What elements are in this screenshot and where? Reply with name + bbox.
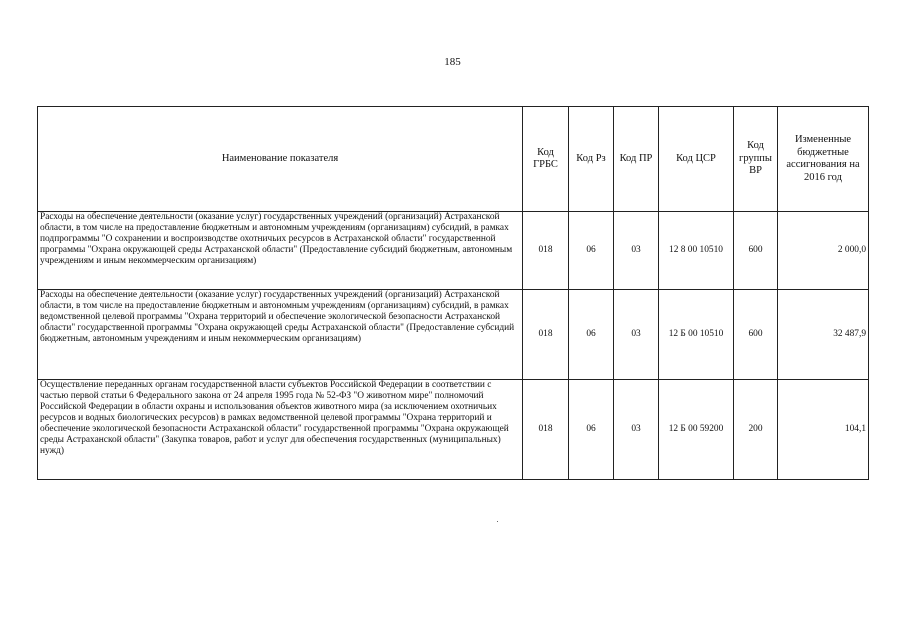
header-csr: Код ЦСР	[659, 107, 734, 212]
header-name: Наименование показателя	[38, 107, 523, 212]
header-amount: Измененные бюджетные ассигнования на 2016 год	[778, 107, 869, 212]
budget-table	[37, 106, 869, 480]
row-vr: 600	[734, 212, 778, 290]
header-rz: Код Рз	[569, 107, 614, 212]
row-amount: 104,1	[778, 380, 869, 480]
row-csr: 12 Б 00 59200	[659, 380, 734, 480]
header-pr: Код ПР	[614, 107, 659, 212]
row-name: Осуществление переданных органам государственной власти субъектов Российской Федерации в соответствии с частью первой статьи 6 Федерального закона от 24 апреля 1995 года № 52-ФЗ "О животном мире" полномочий Российской Федерации в области охраны и использования объектов животного мира (за исключением охотничьих ресурсов и водных биологических ресурсов) в рамках ведомственной целевой программы "Охрана территорий и обеспечение экологической безопасности Астраханской области" государственной программы "Охрана окружающей среды Астраханской области" (Закупка товаров, работ и услуг для обеспечения государственных (муниципальных) нужд)	[38, 380, 523, 480]
scan-speck	[497, 521, 498, 522]
header-row	[38, 107, 869, 212]
row-vr: 600	[734, 290, 778, 380]
row-amount: 2 000,0	[778, 212, 869, 290]
row-csr: 12 8 00 10510	[659, 212, 734, 290]
row-name: Расходы на обеспечение деятельности (оказание услуг) государственных учреждений (организаций) Астраханской области, в том числе на предоставление бюджетным и автономным учреждениям (организациям) субсидий, в рамках ведомственной целевой программы "Охрана территорий и обеспечение экологической безопасности Астраханской области" государственной программы "Охрана окружающей среды Астраханской области" (Предоставление субсидий бюджетным, автономным учреждениям и иным некоммерческим организациям)	[38, 290, 523, 380]
row-rz: 06	[569, 290, 614, 380]
row-grbs: 018	[523, 290, 569, 380]
row-grbs: 018	[523, 212, 569, 290]
row-csr: 12 Б 00 10510	[659, 290, 734, 380]
row-pr: 03	[614, 290, 659, 380]
row-vr: 200	[734, 380, 778, 480]
header-vr: Код группы ВР	[734, 107, 778, 212]
row-name: Расходы на обеспечение деятельности (оказание услуг) государственных учреждений (организаций) Астраханской области, в том числе на предоставление бюджетным и автономным учреждениям (организациям) субсидий, в рамках подпрограммы "О сохранении и воспроизводстве охотничьих ресурсов в Астраханской области" государственной программы "Охрана окружающей среды Астраханской области" (Предоставление субсидий бюджетным, автономным учреждениям и иным некоммерческим организациям)	[38, 212, 523, 290]
row-pr: 03	[614, 380, 659, 480]
row-rz: 06	[569, 212, 614, 290]
row-rz: 06	[569, 380, 614, 480]
row-pr: 03	[614, 212, 659, 290]
table-row	[38, 380, 869, 480]
page-number: 185	[444, 56, 461, 68]
header-grbs: Код ГРБС	[523, 107, 569, 212]
table-row	[38, 290, 869, 380]
row-amount: 32 487,9	[778, 290, 869, 380]
table-row	[38, 212, 869, 290]
row-grbs: 018	[523, 380, 569, 480]
